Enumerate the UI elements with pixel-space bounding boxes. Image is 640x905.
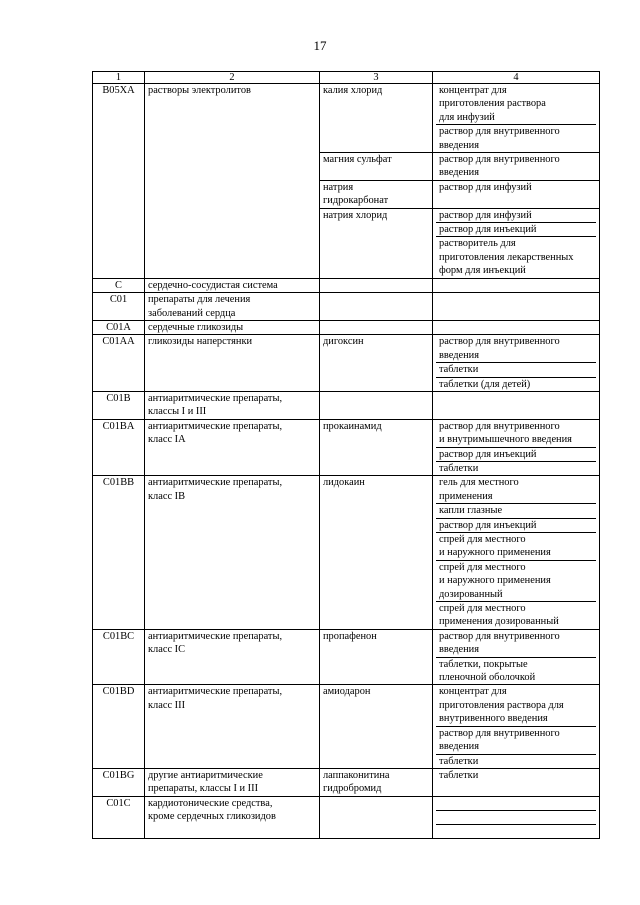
dosage-form: спрей для местного и наружного применения xyxy=(436,532,596,560)
dosage-form xyxy=(436,293,596,306)
column-header: 4 xyxy=(433,72,600,84)
atc-code-cell: C01BB xyxy=(93,476,145,629)
group-name-cell: антиаритмические препараты, класс III xyxy=(145,685,320,768)
drug-name-cell xyxy=(320,796,433,838)
dosage-forms-cell xyxy=(433,180,600,208)
table-row xyxy=(93,629,600,685)
column-header: 3 xyxy=(320,72,433,84)
group-name-cell: антиаритмические препараты, класс IC xyxy=(145,629,320,685)
drug-name-cell: магния сульфат xyxy=(320,153,433,181)
dosage-form: раствор для внутривенного введения xyxy=(436,726,596,754)
dosage-forms-cell xyxy=(433,335,600,392)
table-row xyxy=(93,84,600,153)
table-row xyxy=(93,768,600,796)
drug-table xyxy=(92,71,600,839)
table-row xyxy=(93,335,600,392)
dosage-forms-cell xyxy=(433,293,600,321)
drug-name-cell: натрия хлорид xyxy=(320,208,433,278)
group-name-cell: антиаритмические препараты, класс IA xyxy=(145,419,320,476)
drug-name-cell: амиодарон xyxy=(320,685,433,768)
drug-name-cell: лаппаконитина гидробромид xyxy=(320,768,433,796)
atc-code-cell: C xyxy=(93,278,145,292)
dosage-form: таблетки xyxy=(439,769,479,781)
dosage-form: раствор для внутривенного введения xyxy=(436,124,596,152)
dosage-form: таблетки (для детей) xyxy=(436,377,596,391)
dosage-form: раствор для инфузий xyxy=(439,181,532,193)
atc-code-cell: C01BD xyxy=(93,685,145,768)
table-row xyxy=(93,419,600,476)
table-row xyxy=(93,391,600,419)
dosage-form: таблетки xyxy=(436,754,596,768)
dosage-form: раствор для внутривенного введения xyxy=(439,336,560,361)
drug-name-cell xyxy=(320,391,433,419)
dosage-form: гель для местного применения xyxy=(439,477,519,502)
atc-code-cell: C01 xyxy=(93,293,145,321)
table-body xyxy=(93,84,600,839)
dosage-form: раствор для внутривенного и внутримышечного введения xyxy=(439,420,572,446)
atc-code-cell: B05XA xyxy=(93,84,145,279)
table-row xyxy=(93,278,600,292)
dosage-forms-cell xyxy=(433,278,600,292)
dosage-form xyxy=(436,824,596,838)
atc-code-cell: C01AA xyxy=(93,335,145,392)
dosage-forms-cell xyxy=(433,320,600,334)
atc-code-cell: C01BC xyxy=(93,629,145,685)
dosage-form: раствор для внутривенного введения xyxy=(439,154,560,179)
atc-code-cell: C01A xyxy=(93,320,145,334)
dosage-forms-cell xyxy=(433,84,600,153)
dosage-form xyxy=(436,797,596,810)
dosage-forms-cell xyxy=(433,153,600,181)
table-header-row xyxy=(93,72,600,84)
group-name-cell: сердечные гликозиды xyxy=(145,320,320,334)
table-row xyxy=(93,293,600,321)
dosage-form xyxy=(436,392,596,405)
dosage-forms-cell xyxy=(433,629,600,685)
atc-code-cell: C01BA xyxy=(93,419,145,476)
drug-name-cell xyxy=(320,293,433,321)
drug-name-cell: дигоксин xyxy=(320,335,433,392)
dosage-forms-cell xyxy=(433,208,600,278)
group-name-cell: препараты для лечения заболеваний сердца xyxy=(145,293,320,321)
drug-name-cell xyxy=(320,278,433,292)
drug-name-cell: пропафенон xyxy=(320,629,433,685)
table-row xyxy=(93,796,600,838)
group-name-cell: антиаритмические препараты, класс IB xyxy=(145,476,320,629)
dosage-forms-cell xyxy=(433,768,600,796)
drug-name-cell: прокаинамид xyxy=(320,419,433,476)
dosage-form: спрей для местного применения дозированный xyxy=(436,601,596,629)
drug-name-cell: калия хлорид xyxy=(320,84,433,153)
atc-code-cell: C01B xyxy=(93,391,145,419)
dosage-form: раствор для инъекций xyxy=(436,447,596,461)
dosage-form: концентрат для приготовления раствора для инфузий xyxy=(439,85,546,123)
column-header: 2 xyxy=(145,72,320,84)
dosage-form: раствор для инъекций xyxy=(436,222,596,236)
dosage-forms-cell xyxy=(433,419,600,476)
group-name-cell: растворы электролитов xyxy=(145,84,320,279)
dosage-forms-cell xyxy=(433,391,600,419)
group-name-cell: кардиотонические средства, кроме сердечных гликозидов xyxy=(145,796,320,838)
group-name-cell: антиаритмические препараты, классы I и III xyxy=(145,391,320,419)
dosage-forms-cell xyxy=(433,476,600,629)
table-row xyxy=(93,476,600,629)
dosage-form xyxy=(436,321,596,334)
dosage-form: раствор для инфузий xyxy=(439,209,532,221)
table-row xyxy=(93,685,600,768)
drug-name-cell xyxy=(320,320,433,334)
atc-code-cell: C01BG xyxy=(93,768,145,796)
drug-name-cell: лидокаин xyxy=(320,476,433,629)
atc-code-cell: C01C xyxy=(93,796,145,838)
table-row xyxy=(93,320,600,334)
page-number: 17 xyxy=(313,38,327,53)
group-name-cell: другие антиаритмические препараты, классы I и III xyxy=(145,768,320,796)
dosage-form: раствор для инъекций xyxy=(436,518,596,532)
dosage-form: растворитель для приготовления лекарственных форм для инъекций xyxy=(436,236,596,277)
dosage-forms-cell xyxy=(433,685,600,768)
drug-name-cell: натрия гидрокарбонат xyxy=(320,180,433,208)
column-header: 1 xyxy=(93,72,145,84)
dosage-form: таблетки xyxy=(436,461,596,475)
dosage-form: раствор для внутривенного введения xyxy=(439,630,560,656)
dosage-form xyxy=(436,279,596,292)
dosage-form: капли глазные xyxy=(436,503,596,517)
dosage-form xyxy=(436,810,596,824)
group-name-cell: гликозиды наперстянки xyxy=(145,335,320,392)
dosage-form: спрей для местного и наружного применения дозированный xyxy=(436,560,596,601)
dosage-form: таблетки xyxy=(436,362,596,376)
group-name-cell: сердечно-сосудистая система xyxy=(145,278,320,292)
dosage-form: таблетки, покрытые пленочной оболочкой xyxy=(436,657,596,685)
dosage-form: концентрат для приготовления раствора для внутривенного введения xyxy=(439,686,564,725)
dosage-forms-cell xyxy=(433,796,600,838)
